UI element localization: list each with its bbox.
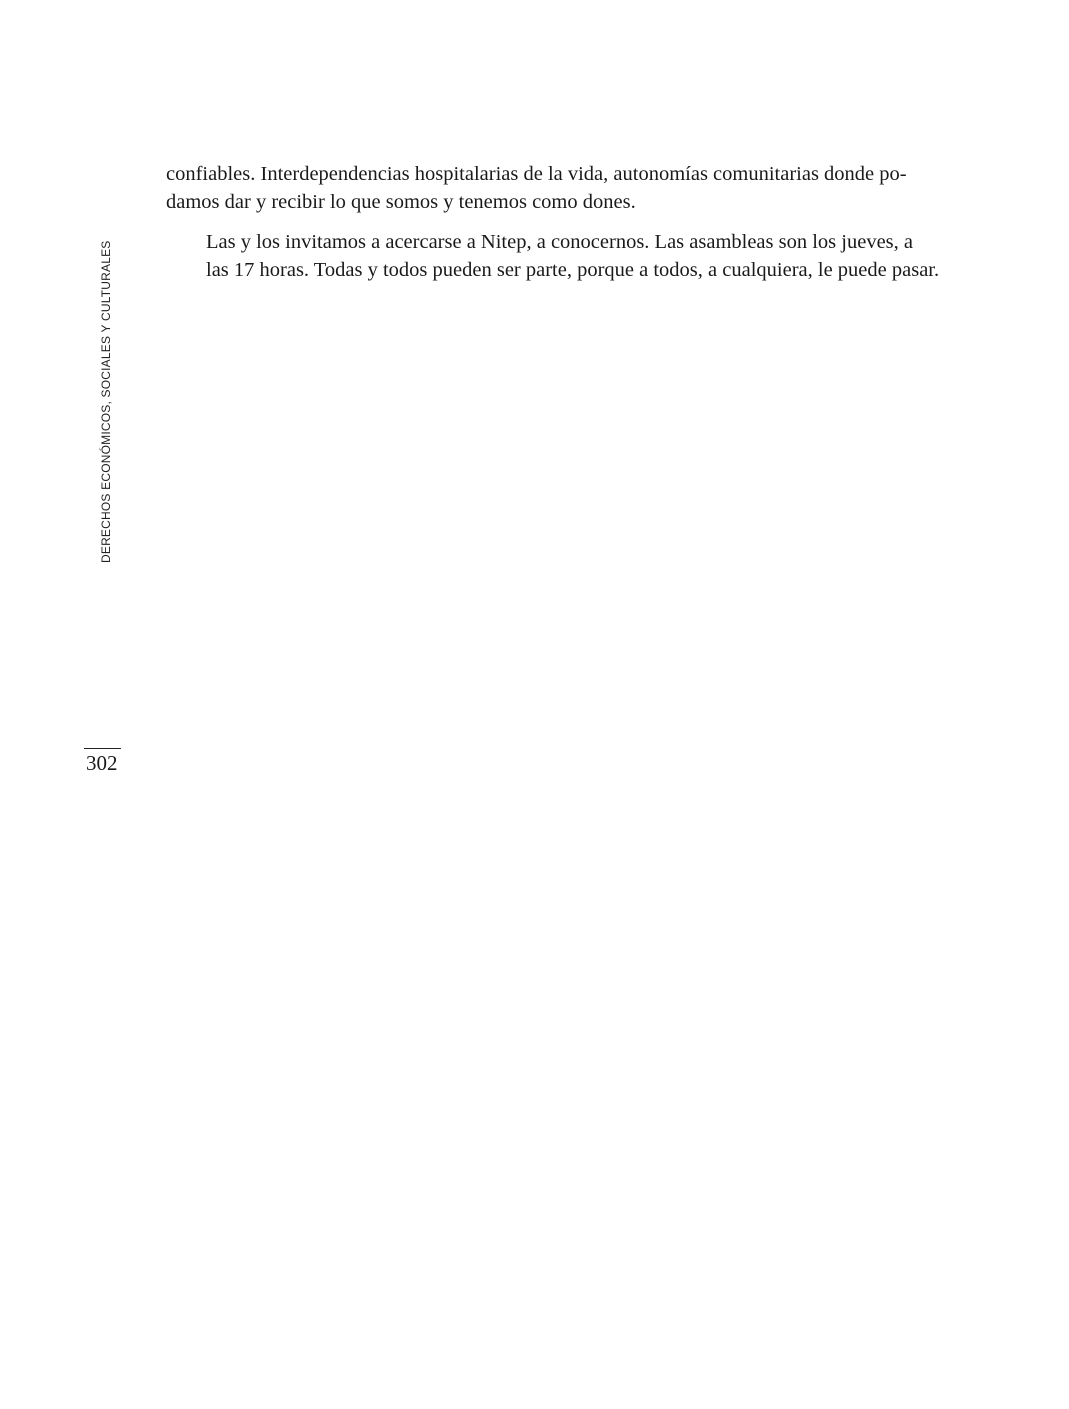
paragraph bbox=[166, 160, 907, 216]
text-line: las 17 horas. Todas y todos pueden ser parte, porque a todos, a cualquiera, le puede pasar. bbox=[206, 259, 940, 281]
text-line: Las y los invitamos a acercarse a Nitep, a conocernos. Las asambleas son los jueves, a bbox=[206, 231, 914, 253]
running-head: DERECHOS ECONÓMICOS, SOCIALES Y CULTURALES bbox=[99, 240, 113, 563]
page-number: 302 bbox=[86, 751, 118, 775]
text-line: confiables. Interdependencias hospitalarias de la vida, autonomías comunitarias donde po- bbox=[166, 163, 907, 185]
text-line: damos dar y recibir lo que somos y tenemos como dones. bbox=[166, 191, 636, 213]
page-number-rule bbox=[84, 748, 121, 749]
body-text bbox=[166, 160, 940, 284]
paragraph bbox=[166, 228, 940, 284]
